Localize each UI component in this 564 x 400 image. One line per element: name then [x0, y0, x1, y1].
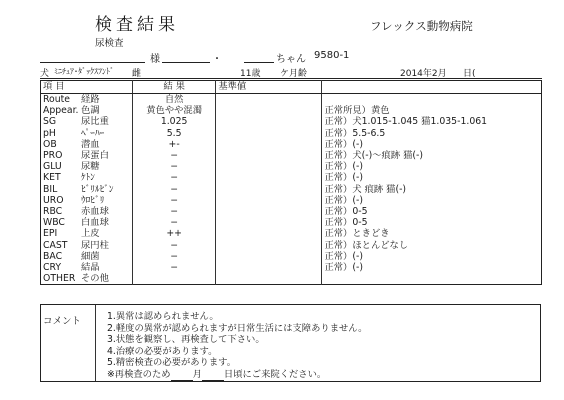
test-name: 尿糖	[81, 161, 100, 173]
reference-blank	[216, 184, 322, 195]
test-result: 1.025	[132, 116, 215, 127]
test-code: pH	[43, 127, 56, 139]
table-row	[41, 161, 542, 172]
reference-blank	[216, 228, 322, 239]
test-item-cell	[41, 217, 133, 228]
reference-blank	[216, 217, 322, 228]
test-name: 尿蛋白	[81, 150, 109, 162]
test-name: 上皮	[81, 228, 100, 240]
test-result: −	[132, 184, 215, 195]
table-row	[41, 116, 542, 127]
test-code: URO	[43, 194, 64, 206]
reference-range	[322, 94, 542, 106]
reference-range: 正常）犬 痕跡 猫(-)	[322, 184, 542, 195]
table-row	[41, 217, 542, 228]
reference-blank	[216, 262, 322, 273]
test-item-cell	[41, 228, 133, 239]
test-item-cell	[41, 206, 133, 217]
table-row	[41, 105, 542, 116]
test-result: −	[132, 150, 215, 161]
reference-range: 正常）(-)	[322, 161, 542, 172]
test-item-cell	[41, 240, 133, 251]
test-name: ｹﾄﾝ	[81, 172, 95, 184]
recheck-suffix: にご来院ください。	[242, 368, 327, 380]
comment-label: コメント	[43, 316, 82, 327]
test-result	[132, 273, 215, 285]
patient-id: 9580-1	[314, 50, 350, 61]
test-result: 黄色やや混濁	[132, 105, 215, 116]
test-result: −	[132, 262, 215, 273]
table-row	[41, 128, 542, 139]
test-code: Route	[43, 94, 70, 105]
exam-day: 日(	[463, 69, 476, 79]
test-name: 経路	[81, 94, 100, 105]
test-name: ｳﾛﾋﾞﾘ	[81, 194, 105, 206]
test-name: 白血球	[81, 217, 109, 229]
reference-blank	[216, 206, 322, 217]
reference-blank	[216, 150, 322, 161]
test-code: SG	[43, 116, 57, 128]
recheck-day: 日頃	[223, 368, 243, 380]
reference-blank	[216, 251, 322, 262]
table-row	[41, 139, 542, 150]
header-reference-detail	[322, 81, 542, 94]
test-result: −	[132, 240, 215, 251]
test-name: 色調	[81, 105, 100, 117]
test-code: RBC	[43, 206, 63, 218]
test-result: −	[132, 195, 215, 206]
test-result: −	[132, 161, 215, 172]
reference-blank	[216, 195, 322, 206]
test-item-cell	[41, 150, 133, 161]
test-name: ﾍﾟｰﾊｰ	[81, 127, 105, 139]
test-name: 赤血球	[81, 206, 109, 218]
recheck-day-blank	[202, 371, 224, 381]
header-rule	[40, 78, 542, 79]
test-code: BAC	[43, 250, 63, 262]
test-item-cell	[41, 139, 133, 150]
test-result: 5.5	[132, 128, 215, 139]
test-item-cell	[41, 195, 133, 206]
reference-range: 正常）ほとんどなし	[322, 240, 542, 251]
test-item-cell	[41, 251, 133, 262]
test-item-cell	[41, 161, 133, 172]
table-row	[41, 195, 542, 206]
reference-range: 正常）ときどき	[322, 228, 542, 239]
reference-blank	[216, 240, 322, 251]
test-item-cell	[41, 94, 133, 106]
reference-range: 正常）(-)	[322, 262, 542, 273]
table-row	[41, 262, 542, 273]
recheck-line	[107, 369, 367, 381]
test-result: ++	[132, 228, 215, 239]
reference-blank	[216, 273, 322, 285]
test-result: −	[132, 217, 215, 228]
comment-box	[40, 304, 541, 382]
reference-range: 正常）(-)	[322, 195, 542, 206]
header-reference: 基準値	[216, 81, 322, 94]
comment-line: 3.状態を観察し、再検査して下さい。	[107, 334, 265, 346]
comment-line: 4.治療の必要があります。	[107, 345, 218, 357]
owner-name-underline	[40, 62, 145, 63]
test-item-cell	[41, 172, 133, 183]
test-item-cell	[41, 262, 133, 273]
test-item-cell	[41, 184, 133, 195]
table-row	[41, 228, 542, 239]
header-result: 結 果	[132, 81, 215, 94]
test-name: 尿比重	[81, 116, 109, 128]
reference-blank	[216, 105, 322, 116]
reference-range: 正常所見）黄色	[322, 105, 542, 116]
pet-honorific: ちゃん	[276, 54, 306, 65]
table-row	[41, 273, 542, 285]
name-separator: ・	[212, 54, 222, 65]
reference-blank	[216, 139, 322, 150]
age-years: 11歳	[240, 69, 261, 79]
reference-range: 正常）0-5	[322, 206, 542, 217]
table-header-row	[41, 81, 542, 94]
table-row	[41, 240, 542, 251]
test-code: CAST	[43, 239, 68, 251]
comment-lines	[107, 311, 367, 381]
clinic-name: フレックス動物病院	[370, 19, 473, 33]
test-name: その他	[81, 273, 109, 285]
table-row	[41, 251, 542, 262]
test-name: 尿円柱	[81, 239, 109, 251]
test-code: OTHER	[43, 273, 76, 285]
test-code: CRY	[43, 262, 62, 274]
test-item-cell	[41, 128, 133, 139]
test-result: −	[132, 206, 215, 217]
reference-blank	[216, 116, 322, 127]
table-row	[41, 150, 542, 161]
comment-divider	[95, 305, 96, 381]
header-item: 項 目	[41, 81, 133, 94]
reference-blank	[216, 161, 322, 172]
test-result: 自然	[132, 94, 215, 106]
reference-range: 正常）0-5	[322, 217, 542, 228]
reference-blank	[216, 94, 322, 106]
comment-line: 2.軽度の異常が認められますが日常生活には支障ありません。	[107, 322, 368, 334]
reference-range	[322, 273, 542, 285]
table-row	[41, 94, 542, 106]
test-item-cell	[41, 273, 133, 285]
test-name: ﾋﾞﾘﾙﾋﾞﾝ	[81, 183, 114, 195]
test-result: −	[132, 251, 215, 262]
reference-blank	[216, 128, 322, 139]
reference-range: 正常）(-)	[322, 172, 542, 183]
recheck-month-blank	[171, 371, 193, 381]
recheck-prefix: ※再検査のため	[107, 368, 171, 380]
test-result: −	[132, 172, 215, 183]
table-row	[41, 206, 542, 217]
test-name: 潜血	[81, 138, 100, 150]
sex: 雌	[132, 69, 142, 79]
owner-first-name-underline	[162, 62, 210, 63]
age-months: ケ月齢	[280, 69, 308, 79]
table-row	[41, 184, 542, 195]
reference-range: 正常）(-)	[322, 139, 542, 150]
recheck-month: 月	[192, 368, 202, 380]
owner-honorific: 様	[150, 54, 160, 65]
test-code: OB	[43, 138, 57, 150]
test-code: BIL	[43, 183, 58, 195]
results-table	[40, 80, 542, 285]
test-result: +-	[132, 139, 215, 150]
page-subtitle: 尿検査	[95, 38, 124, 49]
exam-date: 2014年2月	[400, 69, 447, 79]
reference-range: 正常）犬1.015-1.045 猫1.035-1.061	[322, 116, 542, 127]
reference-range: 正常）5.5-6.5	[322, 128, 542, 139]
test-name: 細菌	[81, 250, 100, 262]
test-code: PRO	[43, 150, 63, 162]
test-code: Appear.	[43, 105, 79, 117]
test-name: 結晶	[81, 262, 100, 274]
reference-range: 正常）犬(-)～痕跡 猫(-)	[322, 150, 542, 161]
page-title: 検査結果	[95, 15, 179, 35]
comment-line: 1.異常は認められません。	[107, 311, 219, 322]
test-code: WBC	[43, 217, 65, 229]
table-row	[41, 172, 542, 183]
test-code: GLU	[43, 161, 62, 173]
species: 犬	[40, 69, 50, 79]
test-code: KET	[43, 172, 61, 184]
breed: ﾐﾆﾁｭｱ･ﾀﾞｯｸｽﾌﾝﾄﾞ	[54, 67, 114, 76]
comment-line: 5.精密検査の必要があります。	[107, 357, 236, 369]
pet-name-underline	[244, 62, 274, 63]
test-code: EPI	[43, 228, 58, 240]
test-item-cell	[41, 105, 133, 116]
reference-blank	[216, 172, 322, 183]
reference-range: 正常）(-)	[322, 251, 542, 262]
test-item-cell	[41, 116, 133, 127]
